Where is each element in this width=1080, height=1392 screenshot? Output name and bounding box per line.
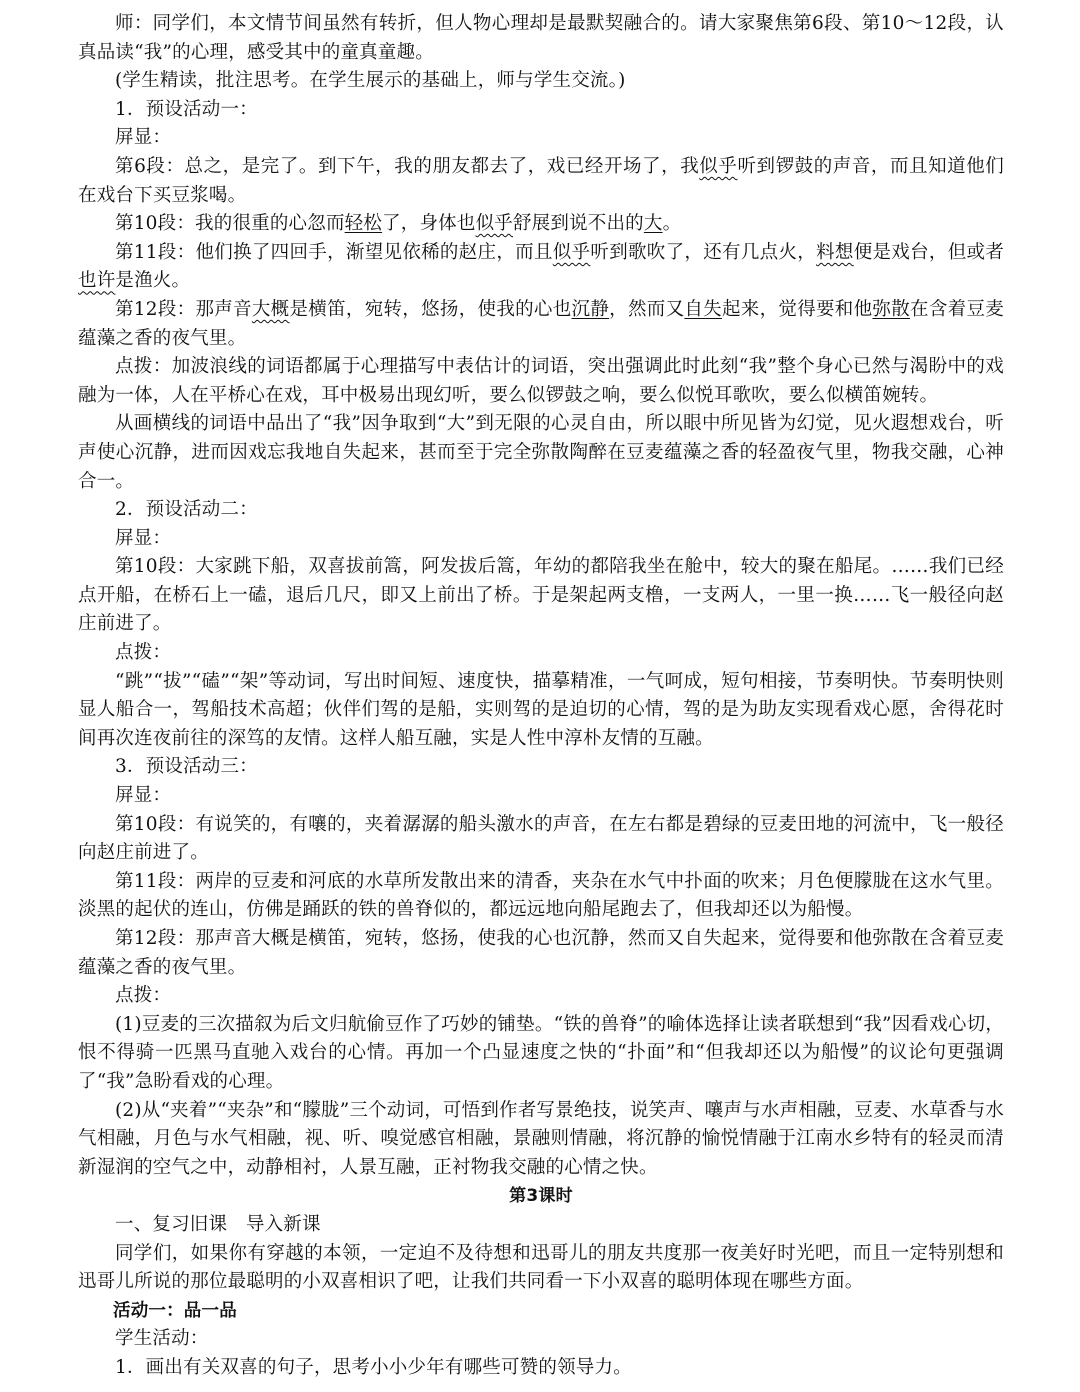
activity-3-heading: 3．预设活动三： (115, 756, 258, 778)
intro-paragraph: 同学们，如果你有穿越的本领，一定迫不及待想和迅哥儿的朋友共度那一夜美好时光吧，而且一定特别想和迅哥儿所说的那位最聪明的小双喜相识了吧，让我们共同看一下小双喜的聪明体现在哪些方面。 (78, 1242, 1004, 1293)
quote-para-12-flute: 第12段：那声音大概是横笛，宛转，悠扬，使我的心也沉静，然而又自失起来，觉得要和他弥散在含着豆麦蕴藻之香的夜气里。 (78, 928, 1004, 978)
quote-para-10-boat: 第10段：大家跳下船，双喜拔前篙，阿发拔后篙，年幼的都陪我坐在舱中，较大的聚在船尾。……我们已经点开船，在桥石上一磕，退后几尺，即又上前出了桥。于是架起两支橹，一支两人，一里一换……飞一般径向赵庄前进了。 (78, 556, 1004, 635)
screen-display-label: 屏显： (115, 527, 172, 549)
quote-para-11: 第11段：他们换了四回手，渐望见依稀的赵庄，而且似乎听到歌吹了，还有几点火，料想便是戏台，但或者也许是渔火。 (78, 241, 1005, 292)
quote-para-10: 第10段：我的很重的心忽而轻松了，身体也似乎舒展到说不出的大。 (115, 213, 682, 235)
hint-point-1: (1)豆麦的三次描叙为后文归航偷豆作了巧妙的铺垫。“铁的兽脊”的喻体选择让读者联想到“我”因看戏心切，恨不得骑一匹黑马直驰入戏台的心情。再加一个凸显速度之快的“扑面”和“但我却还以为船慢”的议论句更强调了“我”急盼看戏的心理。 (78, 1013, 1004, 1092)
screen-display-label: 屏显： (115, 127, 172, 149)
quote-para-12: 第12段：那声音大概是横笛，宛转，悠扬，使我的心也沉静，然而又自失起来，觉得要和他弥散在含着豆麦蕴藻之香的夜气里。 (78, 298, 1004, 349)
task-item-1: 1．画出有关双喜的句子，思考小小少年有哪些可赞的领导力。 (115, 1356, 632, 1378)
hint-label: 点拨： (115, 985, 172, 1007)
quote-para-11-scenery: 第11段：两岸的豆麦和河底的水草所发散出来的清香，夹杂在水气中扑面的吹来；月色便朦胧在这水气里。淡黑的起伏的连山，仿佛是踊跃的铁的兽脊似的，都远远地向船尾跑去了，但我却还以为船慢。 (78, 870, 1004, 921)
section-review-heading: 一、复习旧课 导入新课 (115, 1213, 321, 1235)
lesson-3-title: 第3课时 (509, 1186, 573, 1207)
activity-1-heading: 1．预设活动一： (115, 98, 258, 120)
hint-point-2: (2)从“夹着”“夹杂”和“朦胧”三个动词，可悟到作者写景绝技，说笑声、嚷声与水声相融，豆麦、水草香与水气相融，月色与水气相融，视、听、嗅觉感官相融，景融则情融，将沉静的愉悦情融于江南水乡特有的轻灵而清新湿润的空气之中，动静相衬，人景互融，正衬物我交融的心情之快。 (78, 1099, 1004, 1178)
screen-display-label: 屏显： (115, 785, 172, 807)
hint-label: 点拨： (115, 642, 172, 664)
activity-2-heading: 2．预设活动二： (115, 499, 258, 521)
quote-para-6: 第6段：总之，是完了。到下午，我的朋友都去了，戏已经开场了，我似乎听到锣鼓的声音，而且知道他们在戏台下买豆浆喝。 (78, 155, 1004, 206)
document-page (78, 10, 1004, 1383)
student-activity-label: 学生活动： (115, 1328, 209, 1350)
hint-paragraph-1: 点拨：加波浪线的词语都属于心理描写中表估计的词语，突出强调此时此刻“我”整个身心已然与渴盼中的戏融为一体，人在平桥心在戏，耳中极易出现幻听，要么似锣鼓之响，要么似悦耳歌吹，要么似横笛婉转。 (78, 356, 1004, 406)
paragraph-student-note: (学生精读，批注思考。在学生展示的基础上，师与学生交流。) (115, 70, 626, 92)
analysis-paragraph: 从画横线的词语中品出了“我”因争取到“大”到无限的心灵自由，所以眼中所见皆为幻觉，见火遐想戏台，听声使心沉静，进而因戏忘我地自失起来，甚而至于完全弥散陶醉在豆麦蕴藻之香的轻盈夜气里，物我交融，心神合一。 (78, 413, 1004, 492)
activity-one-title: 活动一：品一品 (113, 1300, 237, 1321)
quote-para-10-river: 第10段：有说笑的，有嚷的，夹着潺潺的船头激水的声音，在左右都是碧绿的豆麦田地的河流中，飞一般径向赵庄前进了。 (78, 813, 1004, 864)
hint-paragraph-2: “跳”“拔”“磕”“架”等动词，写出时间短、速度快，描摹精准，一气呵成，短句相接，节奏明快。节奏明快则显人船合一，驾船技术高超；伙伴们驾的是船，实则驾的是迫切的心情，驾的是为助友实现看戏心愿，舍得花时间再次连夜前往的深笃的友情。这样人船互融，实是人性中淳朴友情的互融。 (78, 670, 1004, 749)
paragraph-teacher-intro: 师：同学们，本文情节间虽然有转折，但人物心理却是最默契融合的。请大家聚焦第6段、第10～12段，认真品读“我”的心理，感受其中的童真童趣。 (78, 13, 1004, 63)
